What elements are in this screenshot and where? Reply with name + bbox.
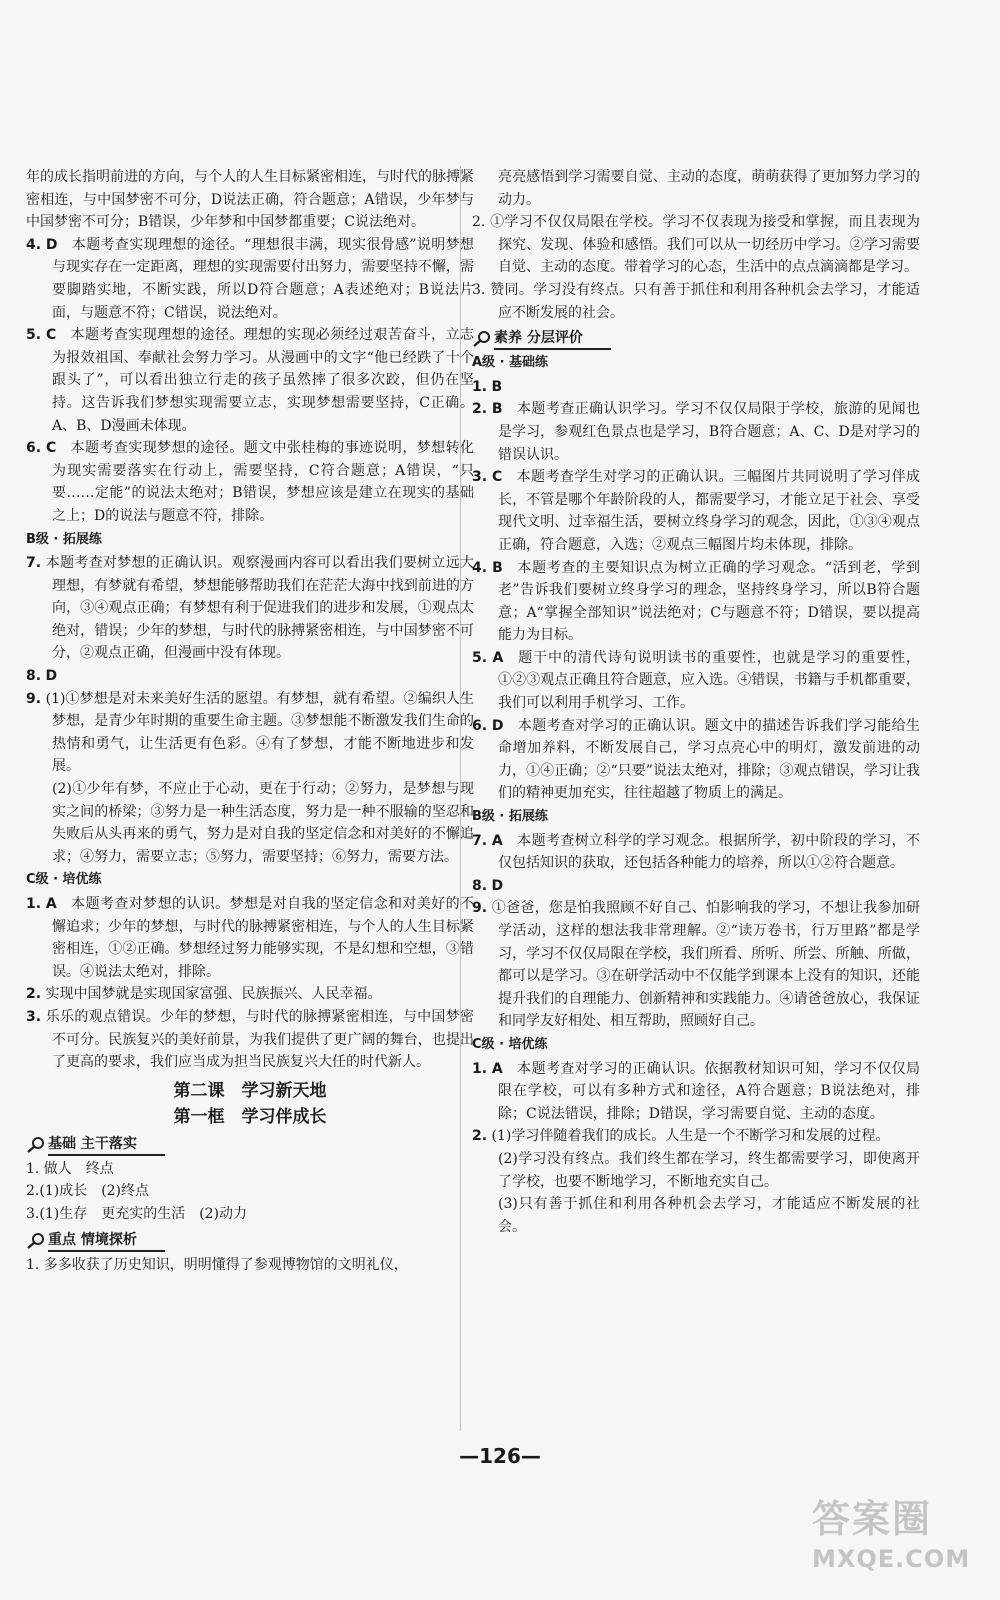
answer-6: 6. C 本题考查实现梦想的途径。题文中张桂梅的事迹说明，梦想转化为现实需要落实在行动上，需要坚持，C符合题意；A错误，“只要……定能”的说法太绝对；B错误，梦想应该是建立在现实的基础之上；D的说法与题意不符，排除。 <box>26 440 474 524</box>
answer-c1: 1. A 本题考查对梦想的认识。梦想是对自我的坚定信念和对美好的不懈追求；少年的梦想，与时代的脉搏紧密相连，与个人的人生目标紧密相连，①②正确。梦想经过努力能够实现，不是幻想和空想，③错误。④说法太绝对，排除。 <box>26 896 475 980</box>
answer-c2-part-2: (2)学习没有终点。我们终生都在学习，终生都需要学习，即使离开了学校，也要不断地学习，不断地充实自己。 <box>498 1150 920 1190</box>
answer-c2-part-3: (3)只有善于抓住和利用各种机会去学习，才能适应不断发展的社会。 <box>498 1196 920 1235</box>
level-c-heading: C级 · 培优练 <box>472 1036 548 1052</box>
answer-b9: 9. ①爸爸，您是怕我照顾不好自己、怕影响我的学习，不想让我参加研学活动，这样的想法我非常理解。②“读万卷书，行万里路”都是学习，学习不仅仅局限在学校，我们所看、所听、所尝、所触、所做，都可以是学习。③在研学活动中不仅能学到课本上没有的知识，还能提升我们的自理能力、创新精神和实践能力。④请爸爸放心，我保证和同学友好相处、相互帮助，照顾好自己。 <box>472 900 920 1030</box>
answer-b8: 8. D <box>472 877 504 894</box>
answer-8: 8. D <box>26 668 58 685</box>
answer-9: 9. (1)①梦想是对未来美好生活的愿望。有梦想，就有希望。②编织人生梦想，是青少年时期的重要生命主题。③梦想能不断激发我们生命的热情和勇气，让生活更有色彩。④有了梦想，才能不断地进步和发展。 <box>26 690 474 775</box>
left-column <box>26 166 474 1276</box>
answer-a4: 4. B 本题考查的主要知识点为树立正确的学习观念。“活到老，学到老”告诉我们要树立终身学习的理念，坚持终身学习，所以B符合题意；A“掌握全部知识”说法绝对；C与题意不符；D错误，要以提高能力为目标。 <box>472 559 920 644</box>
answer-c1: 1. A 本题考查对学习的正确认识。依据教材知识可知，学习不仅仅局限在学校，可以有多种方式和途径，A符合题意；B说法绝对，排除；C说法错误，排除；D错误，学习需要自觉、主动的态度。 <box>472 1060 921 1122</box>
right-column <box>472 166 920 1238</box>
basic-answer-3: 3.(1)生存 更充实的生活 (2)动力 <box>26 1205 248 1222</box>
continued-answer: 亮亮感悟到学习需要自觉、主动的态度，萌萌获得了更加努力学习的动力。 <box>498 169 920 208</box>
answer-a1: 1. B <box>472 378 503 395</box>
site-watermark <box>812 1488 982 1588</box>
answer-a3: 3. C 本题考查学生对学习的正确认识。三幅图片共同说明了学习伴成长，不管是哪个年龄阶段的人，都需要学习，才能立足于社会、享受现代文明、过幸福生活，要树立终身学习的观念，因此，①③④观点正确，符合题意，入选；②观点三幅图片均未体现，排除。 <box>472 469 920 553</box>
section-eval-heading: 素养 分层评价 <box>472 328 920 350</box>
answer-c2: 2. 实现中国梦就是实现国家富强、民族振兴、人民幸福。 <box>26 986 382 1003</box>
answer-a6: 6. D 本题考查对学习的正确认识。题文中的描述告诉我们学习能给生命增加养料，不断发展自己，学习点亮心中的明灯，激发前进的动力，①④正确；②“只要”说法太绝对，排除；③观点错误，学习让我们的精神更加充实，往往超越了物质上的满足。 <box>472 717 920 802</box>
answer-b7: 7. A 本题考查树立科学的学习观念。根据所学，初中阶段的学习，不仅包括知识的获取，还包括各种能力的培养，所以①②符合题意。 <box>472 832 921 872</box>
key-answer-2: 2. ①学习不仅仅局限在学校。学习不仅表现为接受和掌握，而且表现为探究、发现、体验和感悟。我们可以从一切经历中学习。②学习需要自觉、主动的态度。带着学习的心态，生活中的点点滴滴都是学习。 <box>472 214 920 276</box>
answer-a5: 5. A 题干中的清代诗句说明读书的重要性，也就是学习的重要性，①②③观点正确且符合题意，应入选。④错误，书籍与手机都重要，我们可以利用手机学习、工作。 <box>472 649 921 712</box>
magnifier-icon <box>26 1232 46 1250</box>
level-a-heading: A级 · 基础练 <box>472 355 549 371</box>
answer-9-part-2: (2)①少年有梦，不应止于心动，更在于行动；②努力，是梦想与现实之间的桥梁；③努力是一种生活态度，努力是一种不服输的坚忍和失败后从头再来的勇气，努力是对自我的坚定信念和对美好的不懈追求；④努力，需要立志；⑤努力，需要坚持；⑥努力，需要方法。 <box>52 781 474 865</box>
section-key-heading: 重点 情境探析 <box>26 1230 474 1252</box>
page-number: —126— <box>459 1444 541 1468</box>
basic-answer-1: 1. 做人 终点 <box>26 1160 114 1177</box>
continued-answer: 年的成长指明前进的方向，与个人的人生目标紧密相连，与时代的脉搏紧密相连，与中国梦密不可分，D说法正确，符合题意；A错误，少年梦与中国梦密不可分；B错误，少年梦和中国梦都重要；C说法绝对。 <box>26 169 474 231</box>
frame-title: 第一框 学习伴成长 <box>173 1106 327 1127</box>
watermark-logo: 答案圈 <box>812 1497 933 1541</box>
key-answer-3: 3. 赞同。学习没有终点。只有善于抓住和利用各种机会去学习，才能适应不断发展的社会。 <box>472 281 920 321</box>
watermark-domain: MXQE.COM <box>812 1545 971 1573</box>
answer-c2: 2. (1)学习伴随着我们的成长。人生是一个不断学习和发展的过程。 <box>472 1128 890 1145</box>
basic-answer-2: 2.(1)成长 (2)终点 <box>26 1183 150 1200</box>
level-b-heading: B级 · 拓展练 <box>472 809 548 825</box>
answer-5: 5. C 本题考查实现理想的途径。理想的实现必须经过艰苦奋斗，立志为报效祖国、奉献社会努力学习。从漫画中的文字“他已经跌了十个跟头了”，可以看出独立行走的孩子虽然摔了很多次跤，但仍在坚持。这告诉我们梦想实现需要立志，实现梦想需要坚持，C正确。A、B、D漫画未体现。 <box>26 327 474 434</box>
answer-a2: 2. B 本题考查正确认识学习。学习不仅仅局限于学校，旅游的见闻也是学习，参观红色景点也是学习，B符合题意；A、C、D是对学习的错误认识。 <box>472 401 920 463</box>
level-b-heading: B级 · 拓展练 <box>26 531 102 547</box>
section-basic-heading: 基础 主干落实 <box>26 1134 474 1156</box>
level-c-heading: C级 · 培优练 <box>26 872 102 888</box>
lesson-title: 第二课 学习新天地 <box>173 1080 327 1101</box>
key-answer-1: 1. 多多收获了历史知识，明明懂得了参观博物馆的文明礼仪， <box>26 1256 408 1273</box>
answer-c3: 3. 乐乐的观点错误。少年的梦想，与时代的脉搏紧密相连，与中国梦密不可分。民族复兴的美好前景，为我们提供了更广阔的舞台，也提出了更高的要求，我们应当成为担当民族复兴大任的时代新人。 <box>26 1008 474 1071</box>
answer-4: 4. D 本题考查实现理想的途径。“理想很丰满，现实很骨感”说明梦想与现实存在一定距离，理想的实现需要付出努力，需要坚持不懈，需要脚踏实地，不断实践，所以D符合题意；A表述绝对；B说法片面，与题意不符；C错误，说法绝对。 <box>26 236 474 321</box>
magnifier-icon <box>26 1136 46 1154</box>
answer-7: 7. 本题考查对梦想的正确认识。观察漫画内容可以看出我们要树立远大理想，有梦就有希望，梦想能够帮助我们在茫茫大海中找到前进的方向，③④观点正确；有梦想有利于促进我们的进步和发展，①观点太绝对，错误；少年的梦想，与时代的脉搏紧密相连，与中国梦密不可分，②观点正确，但漫画中没有体现。 <box>26 555 474 662</box>
magnifier-icon <box>472 330 492 348</box>
